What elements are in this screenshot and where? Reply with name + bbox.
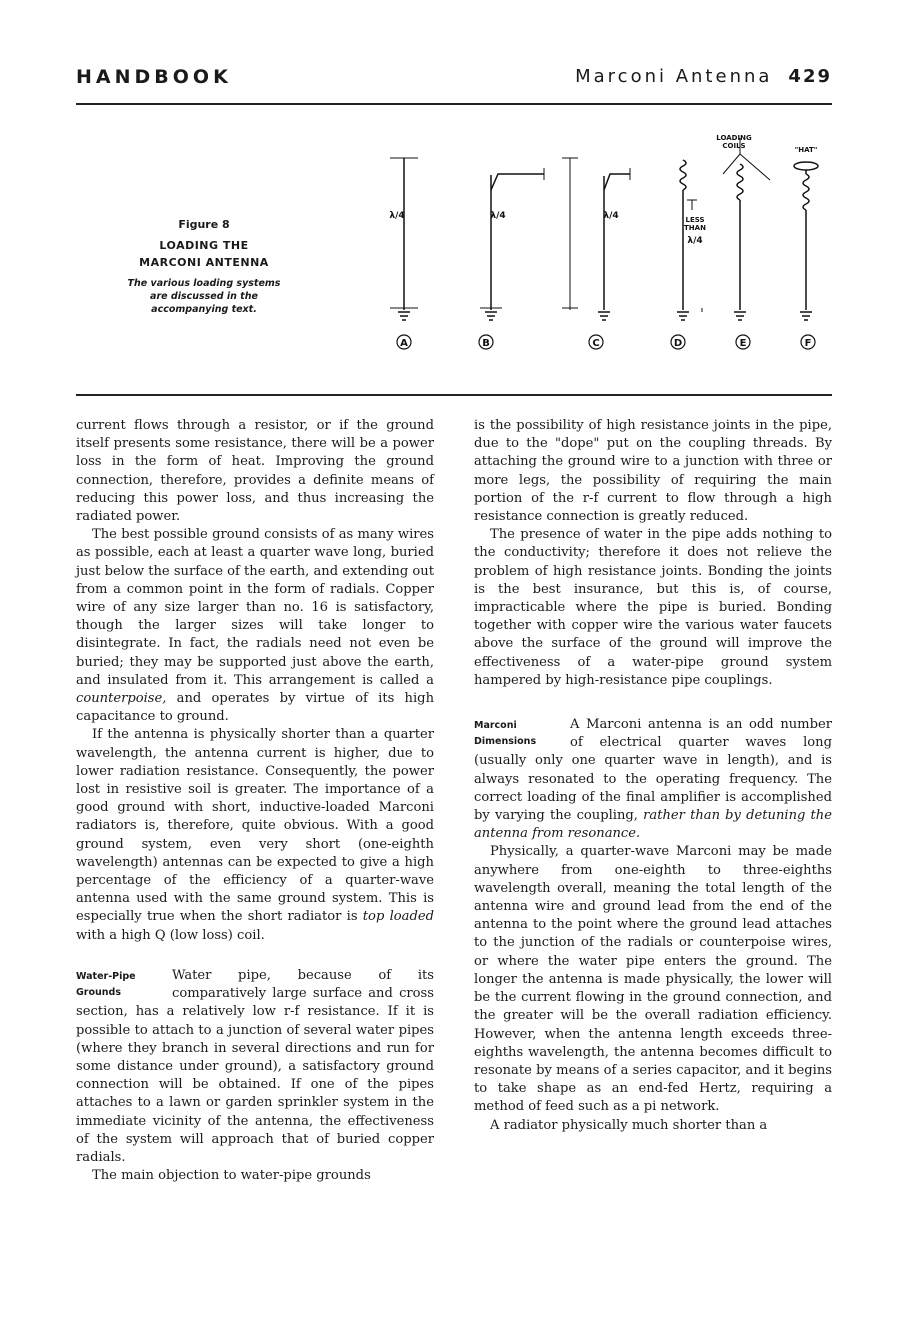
- antenna-f: [794, 162, 818, 320]
- paragraph: A radiator physically much shorter than a: [490, 1117, 768, 1133]
- less-than-label-2: THAN: [684, 224, 706, 232]
- term-top-loaded: top loaded: [362, 909, 434, 925]
- section-heading-line: Grounds: [76, 986, 121, 998]
- panel-label-d: D: [673, 338, 683, 349]
- paragraph: current flows through a resistor, or if the ground itself presents some resistance, there will be a power loss in the form of heat. Improving the ground connection, therefore, provides a definite means of reducing this power loss, and thus increasing the radiated power.: [76, 418, 434, 525]
- figure-caption: [118, 218, 290, 316]
- section-heading-line: Dimensions: [474, 736, 537, 748]
- right-column: [474, 417, 832, 1135]
- text-run: A Marconi antenna is an odd number of electrical quarter waves long (usually only one quarter wave in length), and is always resonated to the operating frequency. The correct loading of the final amplifier is accomplished by varying the coupling,: [474, 717, 832, 824]
- loading-diagram: [360, 130, 832, 380]
- figure-title-line1: LOADING THE: [159, 239, 249, 252]
- panel-label-b: B: [482, 338, 490, 349]
- less-than-label-1: LESS: [685, 216, 705, 224]
- section-heading-water-pipe: [76, 969, 172, 1001]
- figure-title: [118, 237, 290, 271]
- text-run: with a high Q (low loss) coil.: [76, 927, 265, 943]
- panel-label-e: E: [739, 338, 747, 349]
- panel-label-a: A: [400, 338, 408, 349]
- book-title: HANDBOOK: [76, 66, 232, 88]
- antenna-a: [390, 158, 418, 320]
- top-rule: [76, 103, 832, 105]
- water-pipe-section: [76, 967, 434, 1167]
- antenna-e: [723, 138, 770, 320]
- paragraph: [76, 726, 434, 944]
- term-rather-than-detuning: rather than by detuning the antenna from resonance.: [474, 808, 832, 842]
- paragraph: The main objection to water-pipe grounds: [92, 1168, 371, 1184]
- section-heading-line: Marconi: [474, 720, 517, 732]
- text-run: and operates by virtue of its high capacitance to ground.: [76, 691, 434, 725]
- panel-markers: [397, 335, 815, 349]
- page-number: 429: [788, 66, 832, 87]
- paragraph: Physically, a quarter-wave Marconi may be made anywhere from one-eighth to three-eighths wavelength overall, meaning the total length of the antenna wire and ground lead from the end of the antenna to the point where the ground lead attaches to the junction of the radials or counterpoise wires, or where the water pipe enters the ground. The longer the antenna is made physically, the lower will be the current flowing in the ground connection, and the greater will be the overall radiation efficiency. However, when the antenna length exceeds three-eighths wavelength, the antenna becomes difficult to resonate by means of a series capacitor, and it begins to take shape as an end-fed Hertz, requiring a method of feed such as a pi network.: [474, 844, 832, 1115]
- chapter-heading: [575, 66, 832, 87]
- figure-number: Figure 8: [178, 218, 230, 231]
- term-counterpoise: counterpoise,: [76, 691, 167, 707]
- section-heading-marconi-dimensions: [474, 718, 570, 750]
- antenna-c: [562, 158, 630, 320]
- figure-bottom-rule: [76, 394, 832, 396]
- figure-description: The various loading systems are discussed in the accompanying text.: [127, 278, 281, 315]
- panel-label-f: F: [804, 338, 812, 349]
- antenna-b: [480, 168, 544, 320]
- left-column: [76, 417, 434, 1185]
- loading-coils-label-2: COILS: [722, 142, 746, 150]
- figure-title-line2: MARCONI ANTENNA: [139, 256, 269, 269]
- section-heading-line: Water-Pipe: [76, 970, 136, 982]
- paragraph: [76, 526, 434, 726]
- marconi-dimensions-section: [474, 716, 832, 843]
- loading-coils-label-1: LOADING: [716, 134, 752, 142]
- paragraph: The presence of water in the pipe adds nothing to the conductivity; therefore it does not relieve the problem of high resistance joints. Bonding the joints is the best insurance, but this is, of course, impracticable where the pipe is buried. Bonding together with copper wire the various water faucets above the surface of the ground will improve the effectiveness of a water-pipe ground system hampered by high-resistance pipe couplings.: [474, 527, 832, 688]
- quarter-label-b: λ/4: [490, 211, 506, 221]
- panel-label-c: C: [592, 338, 600, 349]
- quarter-label-c: λ/4: [603, 211, 619, 221]
- quarter-label-d: λ/4: [687, 236, 703, 246]
- text-run: The best possible ground consists of as many wires as possible, each at least a quarter wave long, buried just below the surface of the earth, and extending out from a common point in the form of radials. Copper wire of any size larger than no. 16 is satisfactory, though the larger sizes will take longer to disintegrate. In fact, the radials need not even be buried; they may be supported just above the earth, and insulated from it. This arrangement is called a: [76, 527, 434, 688]
- paragraph: Water pipe, because of its comparatively large surface and cross section, has a relatively low r-f resistance. If it is possible to attach to a junction of several water pipes (where they branch in several directions and run for some distance under ground), a satisfactory ground connection will be obtained. If one of the pipes attaches to a lawn or garden sprinkler system in the immediate vicinity of the antenna, the effectiveness of the system will approach that of buried copper radials.: [76, 967, 434, 1165]
- quarter-label-a: λ/4: [389, 211, 405, 221]
- hat-label: "HAT": [794, 146, 818, 154]
- chapter-title: Marconi Antenna: [575, 66, 773, 87]
- text-run: If the antenna is physically shorter than a quarter wavelength, the antenna current is higher, due to lower radiation resistance. Consequently, the power lost in resistive soil is greater. The importance of a good ground with short, inductive-loaded Marconi radiators is, therefore, quite obvious. With a good ground system, even very short (one-eighth wavelength) antennas can be expected to give a high percentage of the efficiency of a quarter-wave antenna used with the same ground system. This is especially true when the short radiator is: [76, 727, 434, 925]
- paragraph: is the possibility of high resistance joints in the pipe, due to the "dope" put on the coupling threads. By attaching the ground wire to a junction with three or more legs, the possibility of requiring the main portion of the r-f current to flow through a high resistance connection is greatly reduced.: [474, 418, 832, 525]
- running-head: [76, 66, 832, 96]
